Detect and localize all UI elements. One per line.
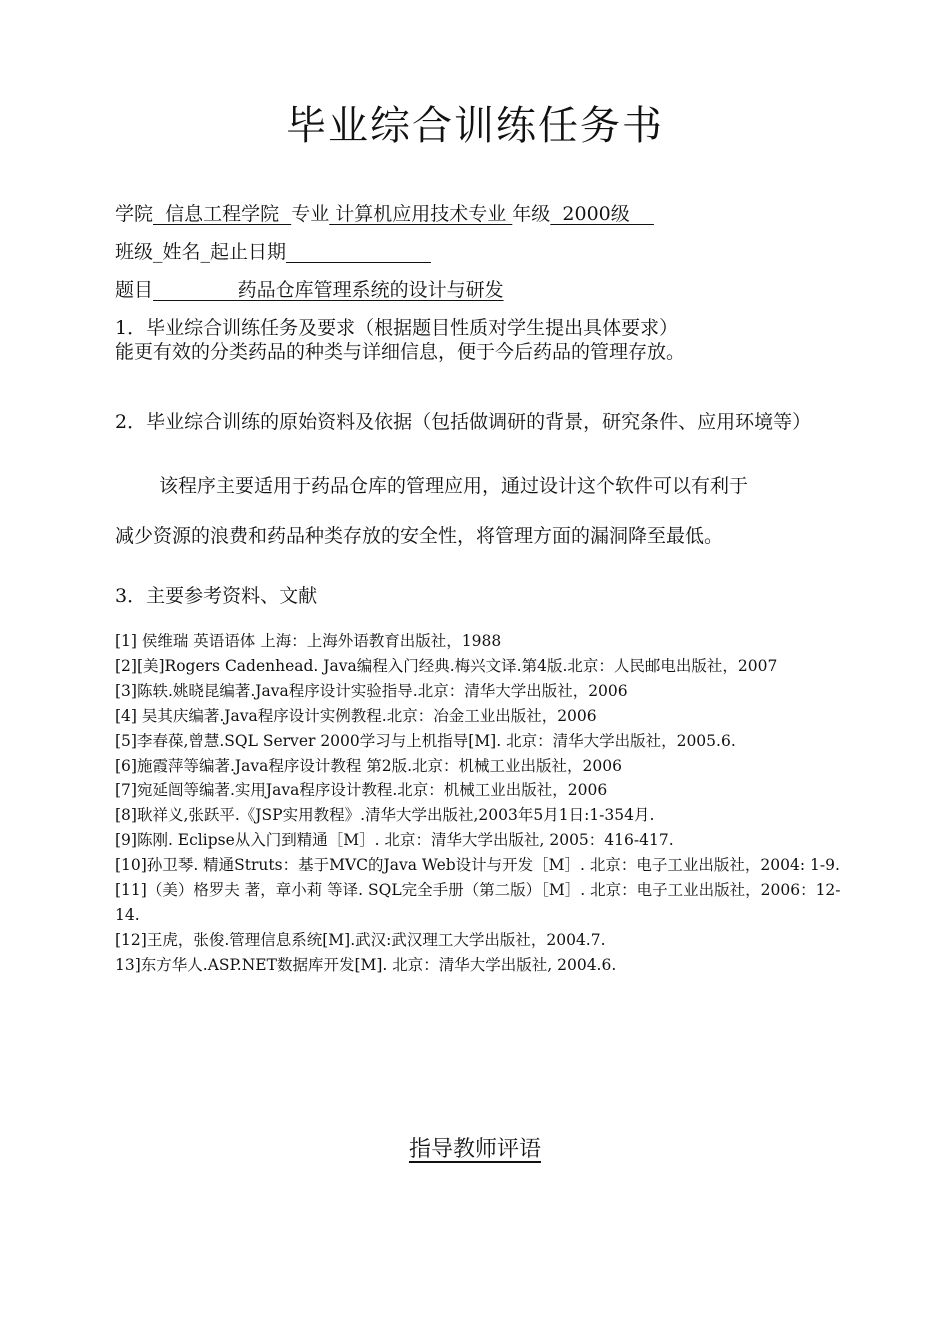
reference-item: [5]李春葆,曾慧.SQL Server 2000学习与上机指导[M]. 北京：清华大学出版社，2005.6. [115,731,736,750]
topic-label: 题目 [115,279,154,301]
section-1 [115,316,860,364]
major-label: 专业 [291,203,330,225]
college-value: 信息工程学院 [153,203,292,225]
section-2-heading: 2．毕业综合训练的原始资料及依据（包括做调研的背景，研究条件、应用环境等） [115,411,812,433]
section-1-body: 能更有效的分类药品的种类与详细信息，便于今后药品的管理存放。 [115,341,686,363]
header-college-line [115,201,654,227]
advisor-comments-title: 指导教师评语 [408,1137,541,1162]
reference-item: [12]王虎，张俊.管理信息系统[M].武汉:武汉理工大学出版社，2004.7. [115,930,606,949]
reference-item: [8]耿祥义,张跃平.《JSP实用教程》.清华大学出版社,2003年5月1日:1-354月. [115,806,655,825]
reference-item: [2][美]Rogers Cadenhead. Java编程入门经典.梅兴文译.第4版.北京：人民邮电出版社，2007 [115,656,778,675]
reference-item: [7]宛延闿等编著.实用Java程序设计教程.北京：机械工业出版社，2006 [115,781,608,800]
class-line-label: 班级_姓名_起止日期 [115,241,287,263]
section-3-heading: 3．主要参考资料、文献 [115,585,318,607]
grade-label: 年级 [512,203,551,225]
reference-item: 13]东方华人.ASP.NET数据库开发[M]. 北京：清华大学出版社, 2004.6. [115,955,617,974]
major-value: 计算机应用技术专业 [329,203,513,225]
section-2-body-line-1: 该程序主要适用于药品仓库的管理应用，通过设计这个软件可以有利于 [159,475,749,497]
class-line-blank [286,241,431,263]
reference-item: [10]孙卫琴. 精通Struts：基于MVC的Java Web设计与开发［M］. 北京：电子工业出版社，2004: 1-9. [115,856,840,875]
reference-item: [6]施霞萍等编著.Java程序设计教程 第2版.北京：机械工业出版社，2006 [115,756,622,775]
reference-item: [4] 吴其庆编著.Java程序设计实例教程.北京：冶金工业出版社，2006 [115,706,597,725]
grade-value: 2000级 [550,203,654,225]
reference-item: [9]陈刚. Eclipse从入门到精通［M］. 北京：清华大学出版社, 2005：416-417. [115,831,674,850]
reference-list [115,629,860,978]
topic-value: 药品仓库管理系统的设计与研发 [153,279,504,301]
section-2-body-line-2: 减少资源的浪费和药品种类存放的安全性，将管理方面的漏洞降至最低。 [115,525,724,547]
advisor-comments-heading [0,1135,950,1165]
college-label: 学院 [115,203,154,225]
reference-item: [11]（美）格罗夫 著，章小莉 等译. SQL完全手册（第二版）［M］. 北京：电子工业出版社，2006：12-14. [115,881,841,924]
document-title: 毕业综合训练任务书 [286,103,664,149]
section-1-heading: 1．毕业综合训练任务及要求（根据题目性质对学生提出具体要求） [115,317,679,339]
reference-item: [1] 侯维瑞 英语语体 上海：上海外语教育出版社，1988 [115,632,502,650]
header-class-line [115,239,431,265]
reference-item: [3]陈轶.姚晓昆编著.Java程序设计实验指导.北京：清华大学出版社，2006 [115,681,628,700]
header-topic-line [115,277,504,303]
